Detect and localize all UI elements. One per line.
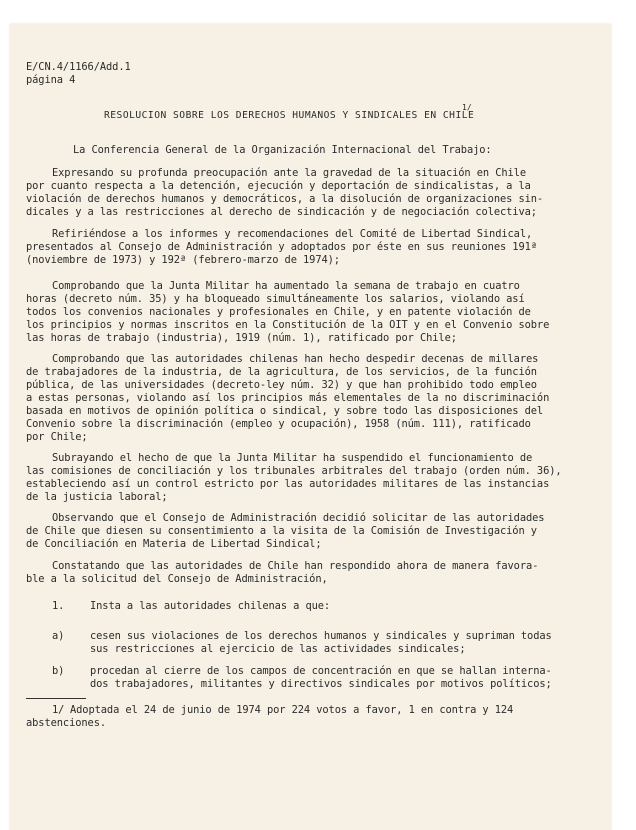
- paragraph-line: ble a la solicitud del Consejo de Administración,: [26, 573, 328, 585]
- paragraph-line: horas (decreto núm. 35) y ha bloqueado simultáneamente los salarios, violando así: [26, 293, 525, 305]
- operative-text: Insta a las autoridades chilenas a que:: [90, 600, 331, 612]
- paragraph-line: los principios y normas inscritos en la Constitución de la OIT y en el Convenio sobre: [26, 319, 550, 331]
- item-line: procedan al cierre de los campos de concentración en que se hallan interna-: [90, 665, 552, 677]
- paragraph-line: presentados al Consejo de Administración y adoptados por éste en sus reuniones 191ª: [26, 241, 537, 253]
- paragraph-line: de trabajadores de la industria, de la agricultura, de los servicios, de la función: [26, 366, 537, 378]
- document-symbol: E/CN.4/1166/Add.1: [26, 61, 131, 73]
- title-footnote-mark: 1/: [462, 103, 472, 112]
- page-number: página 4: [26, 74, 76, 86]
- intro-line: La Conferencia General de la Organización Internacional del Trabajo:: [73, 144, 492, 156]
- item-label-a: a): [52, 630, 65, 642]
- paragraph-line: las horas de trabajo (industria), 1919 (núm. 1), ratificado por Chile;: [26, 332, 457, 344]
- paragraph-line: las comisiones de conciliación y los tribunales arbitrales del trabajo (orden núm. 36),: [26, 465, 562, 477]
- paragraph-line: violación de derechos humanos y democráticos, a la disolución de organizaciones sin-: [26, 193, 544, 205]
- item-line: dos trabajadores, militantes y directivos sindicales por motivos políticos;: [90, 678, 552, 690]
- paragraph-line: de la justicia laboral;: [26, 491, 168, 503]
- footnote-separator: [26, 698, 86, 699]
- paragraph-line: a estas personas, violando así los principios más elementales de la no discriminación: [26, 392, 550, 404]
- paragraph-line: Constatando que las autoridades de Chile han respondido ahora de manera favora-: [52, 560, 539, 572]
- item-line: sus restricciones al ejercicio de las actividades sindicales;: [90, 643, 466, 655]
- paragraph-line: pública, de las universidades (decreto-ley núm. 32) y que han prohibido todo empleo: [26, 379, 537, 391]
- paragraph-line: estableciendo así un control estricto por las autoridades militares de las instancias: [26, 478, 550, 490]
- operative-number: 1.: [52, 600, 65, 612]
- paragraph-line: (noviembre de 1973) y 192ª (febrero-marzo de 1974);: [26, 254, 340, 266]
- paragraph-line: de Conciliación en Materia de Libertad Sindical;: [26, 538, 322, 550]
- paragraph-line: todos los convenios nacionales y profesionales en Chile, y en patente violación de: [26, 306, 531, 318]
- paragraph-line: Refiriéndose a los informes y recomendaciones del Comité de Libertad Sindical,: [52, 228, 533, 240]
- paragraph-line: Observando que el Consejo de Administración decidió solicitar de las autoridades: [52, 512, 545, 524]
- paragraph-line: de Chile que diesen su consentimiento a la visita de la Comisión de Investigación y: [26, 525, 537, 537]
- paragraph-line: Subrayando el hecho de que la Junta Militar ha suspendido el funcionamiento de: [52, 452, 533, 464]
- footnote-line: abstenciones.: [26, 717, 107, 729]
- footnote-mark: 1/: [52, 704, 65, 716]
- paragraph-line: por cuanto respecta a la detención, ejecución y deportación de sindicalistas, a la: [26, 180, 531, 192]
- paragraph-line: dicales y a las restricciones al derecho de sindicación y de negociación colectiva;: [26, 206, 537, 218]
- paragraph-line: basada en motivos de opinión política o sindical, y sobre todo las disposiciones del: [26, 405, 544, 417]
- paragraph-line: por Chile;: [26, 431, 88, 443]
- paragraph-line: Convenio sobre la discriminación (empleo y ocupación), 1958 (núm. 111), ratificado: [26, 418, 531, 430]
- footnote-line: Adoptada el 24 de junio de 1974 por 224 votos a favor, 1 en contra y 124: [70, 704, 514, 716]
- document-page: [10, 24, 611, 830]
- item-label-b: b): [52, 665, 65, 677]
- document-title: RESOLUCION SOBRE LOS DERECHOS HUMANOS Y SINDICALES EN CHILE: [104, 110, 475, 121]
- paragraph-line: Comprobando que las autoridades chilenas han hecho despedir decenas de millares: [52, 353, 539, 365]
- item-line: cesen sus violaciones de los derechos humanos y sindicales y supriman todas: [90, 630, 552, 642]
- paragraph-line: Comprobando que la Junta Militar ha aumentado la semana de trabajo en cuatro: [52, 280, 520, 292]
- paragraph-line: Expresando su profunda preocupación ante la gravedad de la situación en Chile: [52, 167, 526, 179]
